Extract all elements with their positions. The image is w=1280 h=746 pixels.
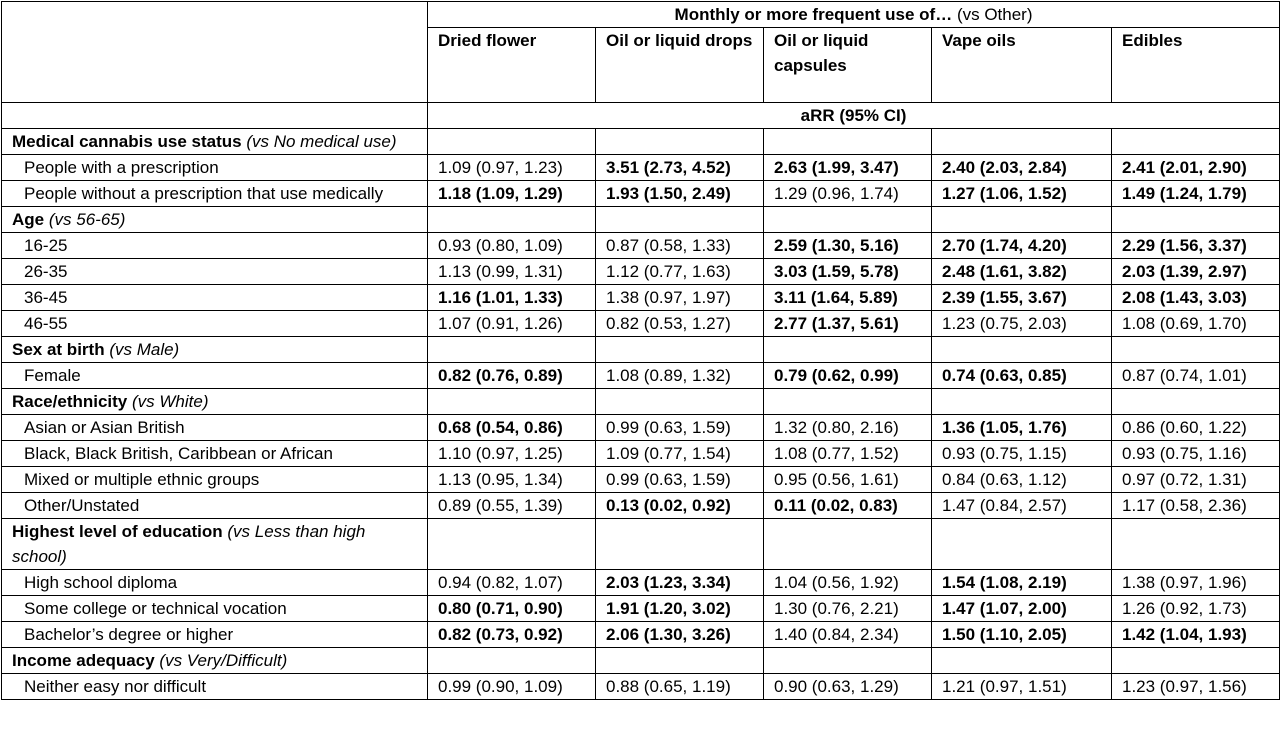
value-cell: 1.12 (0.77, 1.63) [596, 259, 764, 285]
measure-row [2, 103, 1280, 129]
value-cell: 1.08 (0.69, 1.70) [1112, 311, 1280, 337]
table-row [2, 415, 1280, 441]
value-cell: 2.03 (1.23, 3.34) [596, 570, 764, 596]
row-label-cell [2, 259, 428, 285]
reference-label: (vs Male) [109, 340, 180, 359]
value-cell: 1.29 (0.96, 1.74) [764, 181, 932, 207]
value-cell: 0.93 (0.75, 1.16) [1112, 441, 1280, 467]
empty-cell [932, 207, 1112, 233]
row-label: People with a prescription [24, 158, 219, 177]
value-cell: 2.70 (1.74, 4.20) [932, 233, 1112, 259]
value-cell: 0.79 (0.62, 0.99) [764, 363, 932, 389]
value-cell: 3.03 (1.59, 5.78) [764, 259, 932, 285]
empty-cell [1112, 389, 1280, 415]
empty-cell [932, 129, 1112, 155]
value-cell: 1.10 (0.97, 1.25) [428, 441, 596, 467]
row-label: Female [24, 366, 81, 385]
value-cell: 3.11 (1.64, 5.89) [764, 285, 932, 311]
value-cell: 1.07 (0.91, 1.26) [428, 311, 596, 337]
empty-cell [932, 519, 1112, 570]
row-label: Other/Unstated [24, 496, 140, 515]
category-label-cell [2, 389, 428, 415]
row-label: Bachelor’s degree or higher [24, 625, 234, 644]
value-cell: 2.08 (1.43, 3.03) [1112, 285, 1280, 311]
column-header-dried-flower: Dried flower [428, 28, 596, 103]
value-cell: 1.23 (0.75, 2.03) [932, 311, 1112, 337]
category-row [2, 207, 1280, 233]
row-label-cell [2, 441, 428, 467]
table-row [2, 181, 1280, 207]
empty-cell [428, 389, 596, 415]
value-cell: 0.88 (0.65, 1.19) [596, 674, 764, 700]
empty-cell [596, 207, 764, 233]
value-cell: 0.87 (0.58, 1.33) [596, 233, 764, 259]
table-row [2, 441, 1280, 467]
empty-cell [428, 129, 596, 155]
row-label: Asian or Asian British [24, 418, 185, 437]
value-cell: 2.41 (2.01, 2.90) [1112, 155, 1280, 181]
value-cell: 0.74 (0.63, 0.85) [932, 363, 1112, 389]
value-cell: 1.18 (1.09, 1.29) [428, 181, 596, 207]
empty-cell [428, 648, 596, 674]
table-row [2, 674, 1280, 700]
empty-cell [596, 648, 764, 674]
empty-cell [932, 648, 1112, 674]
column-header-oil-drops: Oil or liquid drops [596, 28, 764, 103]
category-row [2, 648, 1280, 674]
table-row [2, 596, 1280, 622]
table-row [2, 467, 1280, 493]
empty-cell [596, 389, 764, 415]
empty-cell [764, 389, 932, 415]
empty-cell [428, 337, 596, 363]
value-cell: 1.91 (1.20, 3.02) [596, 596, 764, 622]
table-row [2, 259, 1280, 285]
value-cell: 2.06 (1.30, 3.26) [596, 622, 764, 648]
reference-label: (vs 56-65) [48, 210, 126, 229]
empty-cell [1112, 207, 1280, 233]
value-cell: 0.93 (0.75, 1.15) [932, 441, 1112, 467]
column-header-vape-oils: Vape oils [932, 28, 1112, 103]
row-label: 46-55 [24, 314, 68, 333]
reference-label: (vs Very/Difficult) [159, 651, 288, 670]
value-cell: 0.80 (0.71, 0.90) [428, 596, 596, 622]
corner-cell [2, 2, 428, 103]
category-label-cell [2, 648, 428, 674]
row-label-cell [2, 493, 428, 519]
table-row [2, 155, 1280, 181]
value-cell: 1.04 (0.56, 1.92) [764, 570, 932, 596]
value-cell: 1.13 (0.95, 1.34) [428, 467, 596, 493]
value-cell: 1.47 (0.84, 2.57) [932, 493, 1112, 519]
category-label: Sex at birth [12, 340, 105, 359]
value-cell: 1.38 (0.97, 1.97) [596, 285, 764, 311]
row-label: People without a prescription that use medically [24, 184, 384, 203]
value-cell: 0.97 (0.72, 1.31) [1112, 467, 1280, 493]
empty-cell [764, 129, 932, 155]
value-cell: 0.68 (0.54, 0.86) [428, 415, 596, 441]
category-label: Income adequacy [12, 651, 155, 670]
empty-cell [596, 129, 764, 155]
reference-label: (vs Less than high school) [12, 522, 366, 566]
row-label-cell [2, 415, 428, 441]
row-label: Black, Black British, Caribbean or African [24, 444, 333, 463]
value-cell: 2.29 (1.56, 3.37) [1112, 233, 1280, 259]
value-cell: 2.03 (1.39, 2.97) [1112, 259, 1280, 285]
empty-cell [428, 519, 596, 570]
value-cell: 0.84 (0.63, 1.12) [932, 467, 1112, 493]
value-cell: 2.40 (2.03, 2.84) [932, 155, 1112, 181]
value-cell: 2.63 (1.99, 3.47) [764, 155, 932, 181]
value-cell: 3.51 (2.73, 4.52) [596, 155, 764, 181]
value-cell: 2.39 (1.55, 3.67) [932, 285, 1112, 311]
category-label: Medical cannabis use status [12, 132, 242, 151]
row-label-cell [2, 674, 428, 700]
value-cell: 1.50 (1.10, 2.05) [932, 622, 1112, 648]
category-label: Age [12, 210, 45, 229]
row-label: Neither easy nor difficult [24, 677, 207, 696]
row-label: 26-35 [24, 262, 68, 281]
row-label: 16-25 [24, 236, 68, 255]
empty-cell [764, 207, 932, 233]
category-label: Race/ethnicity [12, 392, 128, 411]
value-cell: 0.13 (0.02, 0.92) [596, 493, 764, 519]
value-cell: 0.99 (0.63, 1.59) [596, 467, 764, 493]
category-label: Highest level of education [12, 522, 223, 541]
category-row [2, 519, 1280, 570]
reference-label: (vs White) [132, 392, 209, 411]
value-cell: 1.30 (0.76, 2.21) [764, 596, 932, 622]
table-row [2, 570, 1280, 596]
category-row [2, 337, 1280, 363]
table-body [2, 129, 1280, 700]
value-cell: 2.77 (1.37, 5.61) [764, 311, 932, 337]
span-title-main: Monthly or more frequent use of… [674, 5, 953, 24]
row-label-cell [2, 570, 428, 596]
category-row [2, 129, 1280, 155]
value-cell: 1.08 (0.89, 1.32) [596, 363, 764, 389]
value-cell: 1.93 (1.50, 2.49) [596, 181, 764, 207]
row-label-cell [2, 467, 428, 493]
row-label-cell [2, 363, 428, 389]
empty-cell [1112, 648, 1280, 674]
value-cell: 0.87 (0.74, 1.01) [1112, 363, 1280, 389]
value-cell: 0.82 (0.53, 1.27) [596, 311, 764, 337]
value-cell: 0.94 (0.82, 1.07) [428, 570, 596, 596]
value-cell: 1.09 (0.77, 1.54) [596, 441, 764, 467]
value-cell: 1.16 (1.01, 1.33) [428, 285, 596, 311]
table-row [2, 285, 1280, 311]
value-cell: 2.59 (1.30, 5.16) [764, 233, 932, 259]
value-cell: 2.48 (1.61, 3.82) [932, 259, 1112, 285]
category-label-cell [2, 337, 428, 363]
value-cell: 0.95 (0.56, 1.61) [764, 467, 932, 493]
empty-cell [1112, 519, 1280, 570]
value-cell: 0.90 (0.63, 1.29) [764, 674, 932, 700]
value-cell: 1.17 (0.58, 2.36) [1112, 493, 1280, 519]
category-row [2, 389, 1280, 415]
row-label-cell [2, 155, 428, 181]
empty-cell [932, 337, 1112, 363]
value-cell: 1.36 (1.05, 1.76) [932, 415, 1112, 441]
results-table [1, 1, 1280, 700]
value-cell: 1.08 (0.77, 1.52) [764, 441, 932, 467]
value-cell: 0.82 (0.73, 0.92) [428, 622, 596, 648]
value-cell: 0.86 (0.60, 1.22) [1112, 415, 1280, 441]
value-cell: 1.54 (1.08, 2.19) [932, 570, 1112, 596]
table-row [2, 622, 1280, 648]
value-cell: 1.38 (0.97, 1.96) [1112, 570, 1280, 596]
empty-cell [764, 648, 932, 674]
span-title-ref: (vs Other) [952, 5, 1033, 24]
empty-cell [1112, 129, 1280, 155]
row-label: Some college or technical vocation [24, 599, 287, 618]
empty-cell [596, 337, 764, 363]
row-label-cell [2, 233, 428, 259]
empty-cell [596, 519, 764, 570]
value-cell: 1.49 (1.24, 1.79) [1112, 181, 1280, 207]
category-label-cell [2, 207, 428, 233]
value-cell: 1.40 (0.84, 2.34) [764, 622, 932, 648]
category-label-cell [2, 129, 428, 155]
category-label-cell [2, 519, 428, 570]
value-cell: 1.32 (0.80, 2.16) [764, 415, 932, 441]
column-header-oil-capsules: Oil or liquid capsules [764, 28, 932, 103]
span-header-row [2, 2, 1280, 28]
span-title [428, 2, 1280, 28]
value-cell: 0.11 (0.02, 0.83) [764, 493, 932, 519]
table-row [2, 493, 1280, 519]
empty-cell [764, 337, 932, 363]
value-cell: 1.23 (0.97, 1.56) [1112, 674, 1280, 700]
reference-label: (vs No medical use) [246, 132, 397, 151]
value-cell: 0.82 (0.76, 0.89) [428, 363, 596, 389]
value-cell: 0.99 (0.63, 1.59) [596, 415, 764, 441]
value-cell: 1.09 (0.97, 1.23) [428, 155, 596, 181]
row-label-cell [2, 311, 428, 337]
row-label-cell [2, 181, 428, 207]
table-row [2, 233, 1280, 259]
value-cell: 1.13 (0.99, 1.31) [428, 259, 596, 285]
empty-cell [764, 519, 932, 570]
column-header-edibles: Edibles [1112, 28, 1280, 103]
row-label: High school diploma [24, 573, 178, 592]
row-label-cell [2, 596, 428, 622]
row-label: Mixed or multiple ethnic groups [24, 470, 260, 489]
table-row [2, 311, 1280, 337]
value-cell: 0.93 (0.80, 1.09) [428, 233, 596, 259]
table-row [2, 363, 1280, 389]
empty-cell [932, 389, 1112, 415]
row-label-cell [2, 622, 428, 648]
empty-cell [428, 207, 596, 233]
value-cell: 1.47 (1.07, 2.00) [932, 596, 1112, 622]
value-cell: 0.99 (0.90, 1.09) [428, 674, 596, 700]
value-cell: 1.26 (0.92, 1.73) [1112, 596, 1280, 622]
value-cell: 1.27 (1.06, 1.52) [932, 181, 1112, 207]
row-label: 36-45 [24, 288, 68, 307]
measure-blank-cell [2, 103, 428, 129]
row-label-cell [2, 285, 428, 311]
value-cell: 1.21 (0.97, 1.51) [932, 674, 1112, 700]
empty-cell [1112, 337, 1280, 363]
value-cell: 1.42 (1.04, 1.93) [1112, 622, 1280, 648]
value-cell: 0.89 (0.55, 1.39) [428, 493, 596, 519]
measure-label: aRR (95% CI) [428, 103, 1280, 129]
